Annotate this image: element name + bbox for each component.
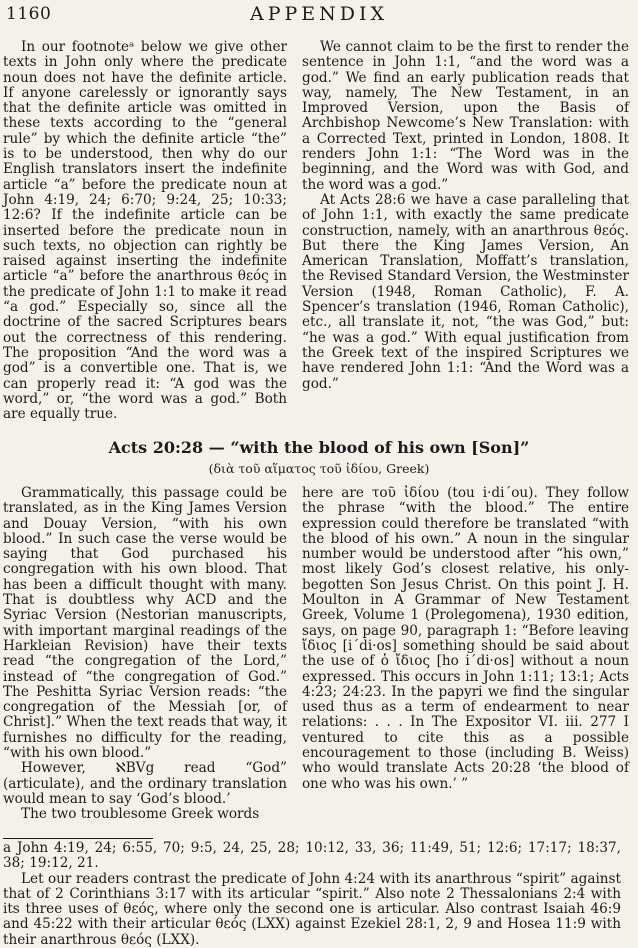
paragraph: In our footnoteᵃ below we give other texts in John only where the predicate noun does not have the definite article. If anyone carelessly or ignorantly says that the definite article was omitted in these texts according to the “general rule” by which the definite article “the” is to be understood, then why do our English translators insert the indefinite article “a” before the predicate noun at John 4:19, 24; 6:70; 9:24, 25; 10:33; 12:6? If the indefinite article can be inserted before the predicate noun in such texts, no objection can rightly be raised against inserting the indefinite article “a” before the anarthrous θεός in the predicate of John 1:1 to make it read “a god.” Especially so, since all the doctrine of the sacred Scriptures bears out the correctness of this rendering. The proposition “And the word was a god” is a convertible one. That is, we can properly read it: “A god was the word,” or, “the word was a god.” Both are equally true.	[3, 39, 287, 423]
bottom-left-column	[3, 486, 287, 823]
section-subheading: (διὰ τοῦ αἵματος τοῦ ἰδίου, Greek)	[208, 461, 430, 476]
running-head: APPENDIX	[249, 3, 389, 25]
bottom-right-column	[302, 486, 629, 792]
footnote-references: a John 4:19, 24; 6:55, 70; 9:5, 24, 25, 28; 10:12, 33, 36; 11:49, 51; 12:6; 17:17; 18:37, 38; 19:12, 21.	[3, 840, 621, 872]
paragraph: The two troublesome Greek words	[21, 806, 260, 823]
paragraph: We cannot claim to be the first to render the sentence in John 1:1, “and the word was a god.” We find an early publication reads that way, namely, The New Testament, in an Improved Version, upon the Basis of Archbishop Newcome’s New Translation: with a Corrected Text, printed in London, 1808. It renders John 1:1: “The Word was in the beginning, and the Word was with God, and the word was a god.”	[302, 39, 629, 193]
paragraph: Grammatically, this passage could be translated, as in the King James Version and Douay Version, “with his own blood.” In such case the verse would be saying that God purchased his congregation with his own blood. That has been a difficult thought with many. That is doubtless why ACD and the Syriac Version (Nestorian manuscripts, with important marginal readings of the Harkleian Revision) have their texts read “the congregation of the Lord,” instead of “the congregation of God.” The Peshitta Syriac Version reads: “the congregation of the Messiah [or, of Christ].” When the text reads that way, it furnishes no difficulty for the reading, “with his own blood.”	[3, 485, 287, 762]
footnote-paragraph: Let our readers contrast the predicate of John 4:24 with its anarthrous “spirit” against that of 2 Corinthians 3:17 with its articular “spirit.” Also note 2 Thessalonians 2:4 with its three uses of θεός, where only the second one is articular. Also contrast Isaiah 46:9 and 45:22 with their articular θεός (LXX) against Ezekiel 28:1, 2, 9 and Hosea 11:9 with their anarthrous θεός (LXX).	[3, 870, 621, 948]
paragraph: At Acts 28:6 we have a case paralleling that of John 1:1, with exactly the same predicate construction, namely, with an anarthrous θεός. But there the King James Version, An American Translation, Moffatt’s translation, the Revised Standard Version, the Westminster Version (1948, Roman Catholic), F. A. Spencer’s translation (1946, Roman Catholic), etc., all translate it, not, “the was God,” but: “he was a god.” With equal justification from the Greek text of the inspired Scriptures we have rendered John 1:1: “And the Word was a god.”	[302, 191, 629, 392]
paragraph: here are τοῦ ἰδίου (tou i·di´ou). They follow the phrase “with the blood.” The entire expression could therefore be translated “with the blood of his own.” A noun in the singular number would be understood after “his own,” most likely God’s closest relative, his only-begotten Son Jesus Christ. On this point J. H. Moulton in A Grammar of New Testament Greek, Volume 1 (Prolegomena), 1930 edition, says, on page 90, paragraph 1: “Before leaving ἴδιος [i´di·os] something should be said about the use of ὁ ἴδιος [ho i´di·os] without a noun expressed. This occurs in John 1:11; 13:1; Acts 4:23; 24:23. In the papyri we find the singular used thus as a term of endearment to near relations: . . . In The Expositor VI. iii. 277 I ventured to cite this as a possible encouragement to those (including B. Weiss) who would translate Acts 20:28 ‘the blood of one who was his own.’ ”	[302, 485, 629, 792]
paragraph: However, ℵBVg read “God” (articulate), and the ordinary translation would mean to say ‘God’s blood.’	[3, 760, 287, 807]
top-right-column	[302, 40, 629, 392]
section-heading: Acts 20:28 — “with the blood of his own [Son]”	[108, 438, 530, 457]
page-number: 1160	[6, 4, 52, 24]
page-header	[6, 2, 632, 28]
top-left-column	[3, 40, 287, 422]
footnote-divider	[3, 838, 153, 839]
footnote	[3, 841, 621, 948]
